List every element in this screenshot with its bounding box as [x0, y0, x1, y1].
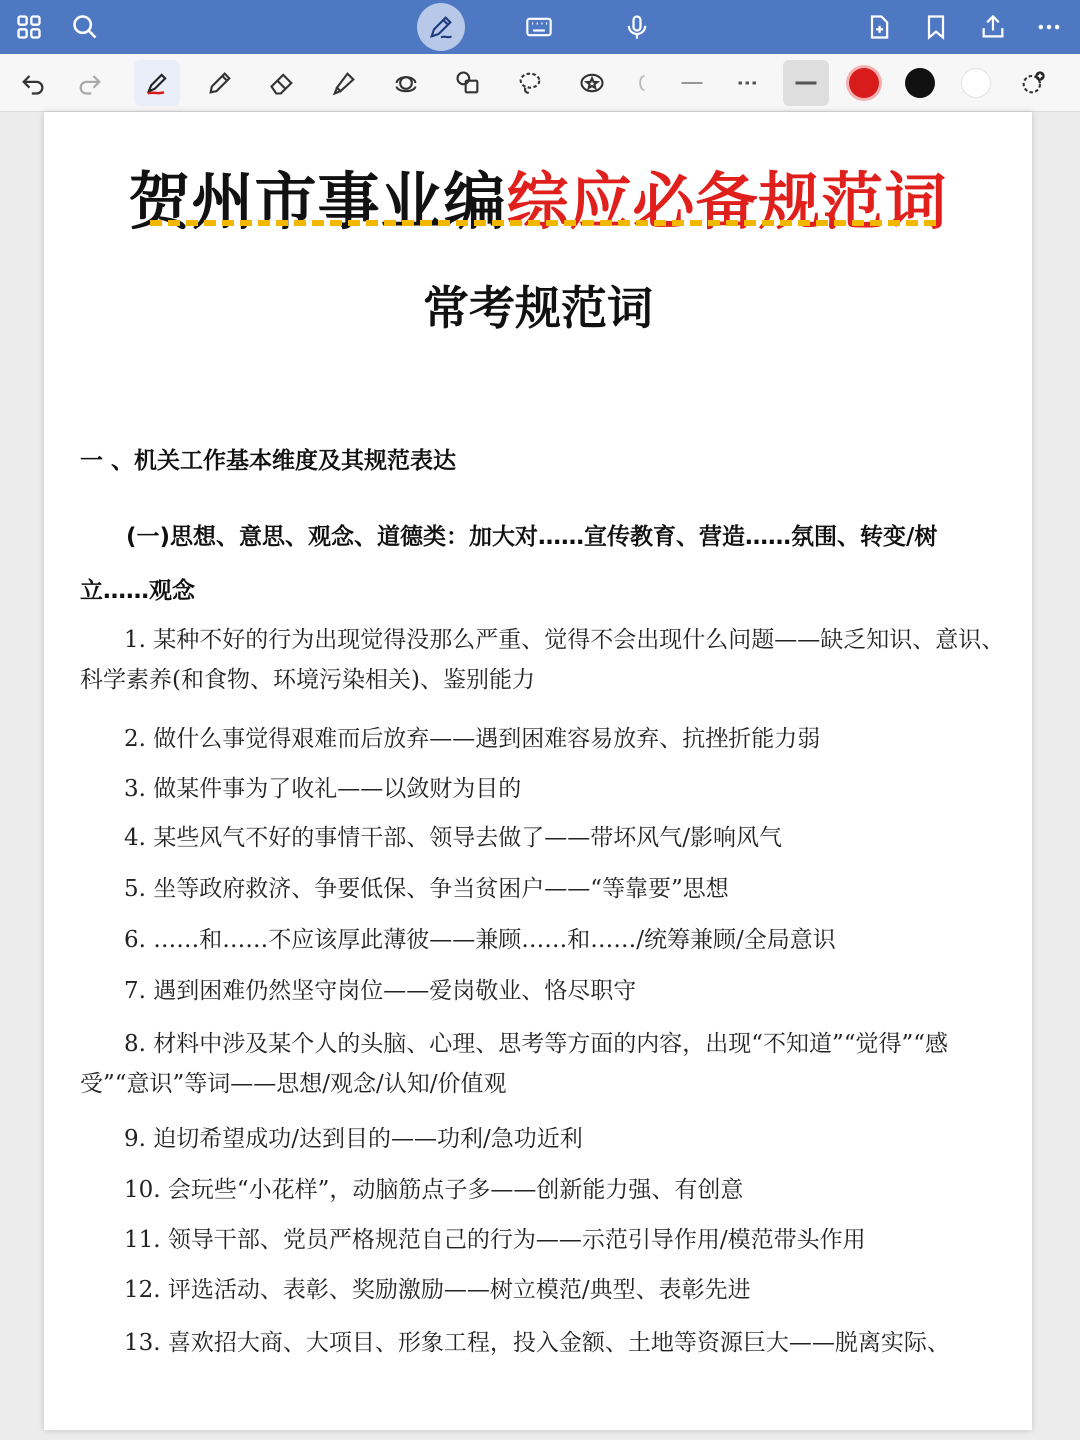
- document-page[interactable]: [44, 112, 1032, 1430]
- list-item: 1. 某种不好的行为出现觉得没那么严重、觉得不会出现什么问题——缺乏知识、意识、科学素养(和食物、环境污染相关)、鉴别能力: [80, 627, 1005, 693]
- list-item: 9. 迫切希望成功/达到目的——功利/急功近利: [124, 1126, 583, 1152]
- add-page-icon[interactable]: [852, 0, 906, 54]
- sticker-icon[interactable]: [569, 60, 615, 106]
- subsection-heading: (一)思想、意思、观念、道德类：加大对……宣传教育、营造……氛围、转变/树立……观念: [80, 524, 938, 604]
- list-item: 13. 喜欢招大商、大项目、形象工程，投入金额、土地等资源巨大——脱离实际、: [124, 1330, 950, 1356]
- list-item: 11. 领导干部、党员严格规范自己的行为——示范引导作用/模范带头作用: [124, 1227, 866, 1253]
- microphone-icon[interactable]: [610, 0, 664, 54]
- title-black-part: 贺州市事业编: [128, 165, 507, 238]
- grid-icon[interactable]: [2, 0, 56, 54]
- redo-icon[interactable]: [67, 60, 113, 106]
- list-item: 10. 会玩些“小花样”，动脑筋点子多——创新能力强、有创意: [124, 1177, 744, 1203]
- eraser-icon[interactable]: [259, 60, 305, 106]
- color-swatch-red[interactable]: [849, 68, 879, 98]
- pencil-icon[interactable]: [197, 60, 243, 106]
- list-item: 3. 做某件事为了收礼——以敛财为目的: [124, 776, 522, 802]
- undo-icon[interactable]: [10, 60, 56, 106]
- thick-stroke-icon[interactable]: [783, 60, 829, 106]
- search-icon[interactable]: [58, 0, 112, 54]
- highlighter-icon[interactable]: [321, 60, 367, 106]
- section-heading: 一 、机关工作基本维度及其规范表达: [80, 448, 457, 474]
- shape-icon[interactable]: [383, 60, 429, 106]
- dotted-stroke-icon[interactable]: [726, 60, 772, 106]
- share-icon[interactable]: [966, 0, 1020, 54]
- lasso-icon[interactable]: [507, 60, 553, 106]
- title-underline: [150, 220, 936, 228]
- add-color-icon[interactable]: [1010, 60, 1056, 106]
- list-item: 8. 材料中涉及某个人的头脑、心理、思考等方面的内容，出现“不知道”“觉得”“感受”“意识”等词——思想/观念/认知/价值观: [80, 1031, 949, 1097]
- list-item: 4. 某些风气不好的事情干部、领导去做了——带坏风气/影响风气: [124, 825, 783, 851]
- bookmark-icon[interactable]: [909, 0, 963, 54]
- more-icon[interactable]: [1022, 0, 1076, 54]
- thin-stroke-icon[interactable]: [669, 60, 715, 106]
- keyboard-icon[interactable]: [512, 0, 566, 54]
- list-item: 5. 坐等政府救济、争要低保、争当贫困户——“等靠要”思想: [124, 876, 729, 902]
- top-app-bar: [0, 0, 1080, 54]
- list-item: 2. 做什么事觉得艰难而后放弃——遇到困难容易放弃、抗挫折能力弱: [124, 726, 821, 752]
- pen-icon[interactable]: [134, 60, 180, 106]
- title-red-part: 综应必备规范词: [506, 165, 948, 238]
- document-subtitle: 常考规范词: [423, 281, 653, 335]
- shapes-icon[interactable]: [445, 60, 491, 106]
- list-item: 7. 遇到困难仍然坚守岗位——爱岗敬业、恪尽职守: [124, 978, 637, 1004]
- drawing-toolbar: [0, 54, 1080, 112]
- pen-mode-icon[interactable]: [417, 3, 465, 51]
- list-item: 6. ……和……不应该厚此薄彼——兼顾……和……/统筹兼顾/全局意识: [124, 927, 836, 953]
- list-item: 12. 评选活动、表彰、奖励激励——树立模范/典型、表彰先进: [124, 1277, 751, 1303]
- color-swatch-black[interactable]: [905, 68, 935, 98]
- color-swatch-white[interactable]: [961, 68, 991, 98]
- partial-tool-icon[interactable]: [631, 60, 651, 106]
